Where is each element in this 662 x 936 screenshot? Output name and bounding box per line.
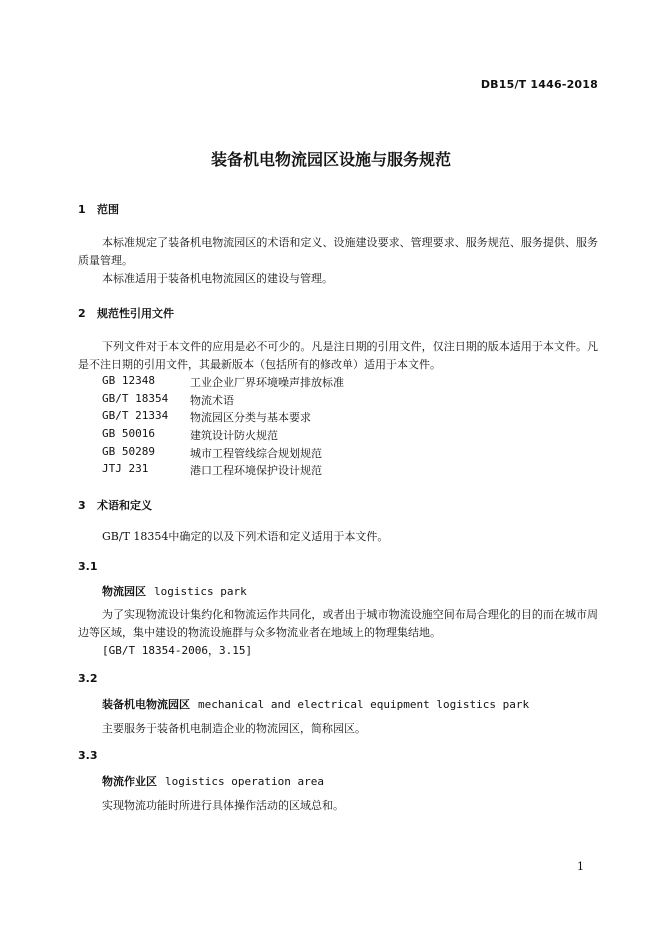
section-3-heading bbox=[78, 497, 152, 513]
reference-title: 城市工程管线综合规划规范 bbox=[190, 447, 322, 460]
section-title: 术语和定义 bbox=[97, 499, 152, 512]
section-1-paragraph-2: 本标准适用于装备机电物流园区的建设与管理。 bbox=[102, 272, 333, 285]
section-title: 规范性引用文件 bbox=[97, 307, 174, 320]
reference-title: 物流园区分类与基本要求 bbox=[190, 411, 311, 424]
reference-code: GB/T 21334 bbox=[102, 409, 169, 422]
term-number: 3.2 bbox=[78, 672, 98, 685]
section-2-paragraph-1: 下列文件对于本文件的应用是必不可少的。凡是注日期的引用文件，仅注日期的版本适用于本文件。凡是不注日期的引用文件，其最新版本（包括所有的修改单）适用于本文件。 bbox=[78, 340, 598, 371]
section-title: 范围 bbox=[97, 203, 119, 216]
reference-code: GB 50016 bbox=[102, 427, 155, 440]
term-name-en: mechanical and electrical equipment logistics park bbox=[198, 698, 530, 711]
term-definition: 实现物流功能时所进行具体操作活动的区域总和。 bbox=[102, 799, 344, 812]
section-3-intro: GB/T 18354中确定的以及下列术语和定义适用于本文件。 bbox=[102, 530, 389, 543]
term-name-cn: 物流园区 bbox=[102, 585, 146, 598]
section-2-heading bbox=[78, 305, 174, 321]
reference-title: 物流术语 bbox=[190, 394, 234, 407]
section-number: 1 bbox=[78, 203, 86, 216]
term-source: [GB/T 18354-2006，3.15] bbox=[102, 644, 253, 657]
section-number: 3 bbox=[78, 499, 86, 512]
reference-code: GB/T 18354 bbox=[102, 392, 169, 405]
reference-title: 工业企业厂界环境噪声排放标准 bbox=[190, 376, 344, 389]
term-heading bbox=[102, 773, 324, 789]
reference-title: 港口工程环境保护设计规范 bbox=[190, 464, 322, 477]
section-1-paragraph-1: 本标准规定了装备机电物流园区的术语和定义、设施建设要求、管理要求、服务规范、服务提供、服务质量管理。 bbox=[78, 236, 598, 267]
reference-code: GB 12348 bbox=[102, 374, 155, 387]
reference-title: 建筑设计防火规范 bbox=[190, 429, 278, 442]
term-number: 3.3 bbox=[78, 749, 98, 762]
document-code: DB15/T 1446-2018 bbox=[480, 78, 598, 91]
term-heading bbox=[102, 583, 247, 599]
term-number: 3.1 bbox=[78, 560, 98, 573]
term-name-cn: 物流作业区 bbox=[102, 775, 157, 788]
section-1-heading bbox=[78, 201, 119, 217]
term-name-cn: 装备机电物流园区 bbox=[102, 698, 190, 711]
reference-code: GB 50289 bbox=[102, 445, 155, 458]
page-number: 1 bbox=[577, 860, 584, 873]
term-name-en: logistics operation area bbox=[165, 775, 324, 788]
term-heading bbox=[102, 696, 529, 712]
document-title: 装备机电物流园区设施与服务规范 bbox=[210, 150, 451, 169]
term-name-en: logistics park bbox=[154, 585, 247, 598]
term-definition: 主要服务于装备机电制造企业的物流园区，简称园区。 bbox=[102, 722, 366, 735]
reference-code: JTJ 231 bbox=[102, 462, 149, 475]
term-definition: 为了实现物流设计集约化和物流运作共同化，或者出于城市物流设施空间布局合理化的目的而在城市周边等区域，集中建设的物流设施群与众多物流业者在地域上的物理集结地。 bbox=[78, 608, 598, 639]
section-number: 2 bbox=[78, 307, 86, 320]
